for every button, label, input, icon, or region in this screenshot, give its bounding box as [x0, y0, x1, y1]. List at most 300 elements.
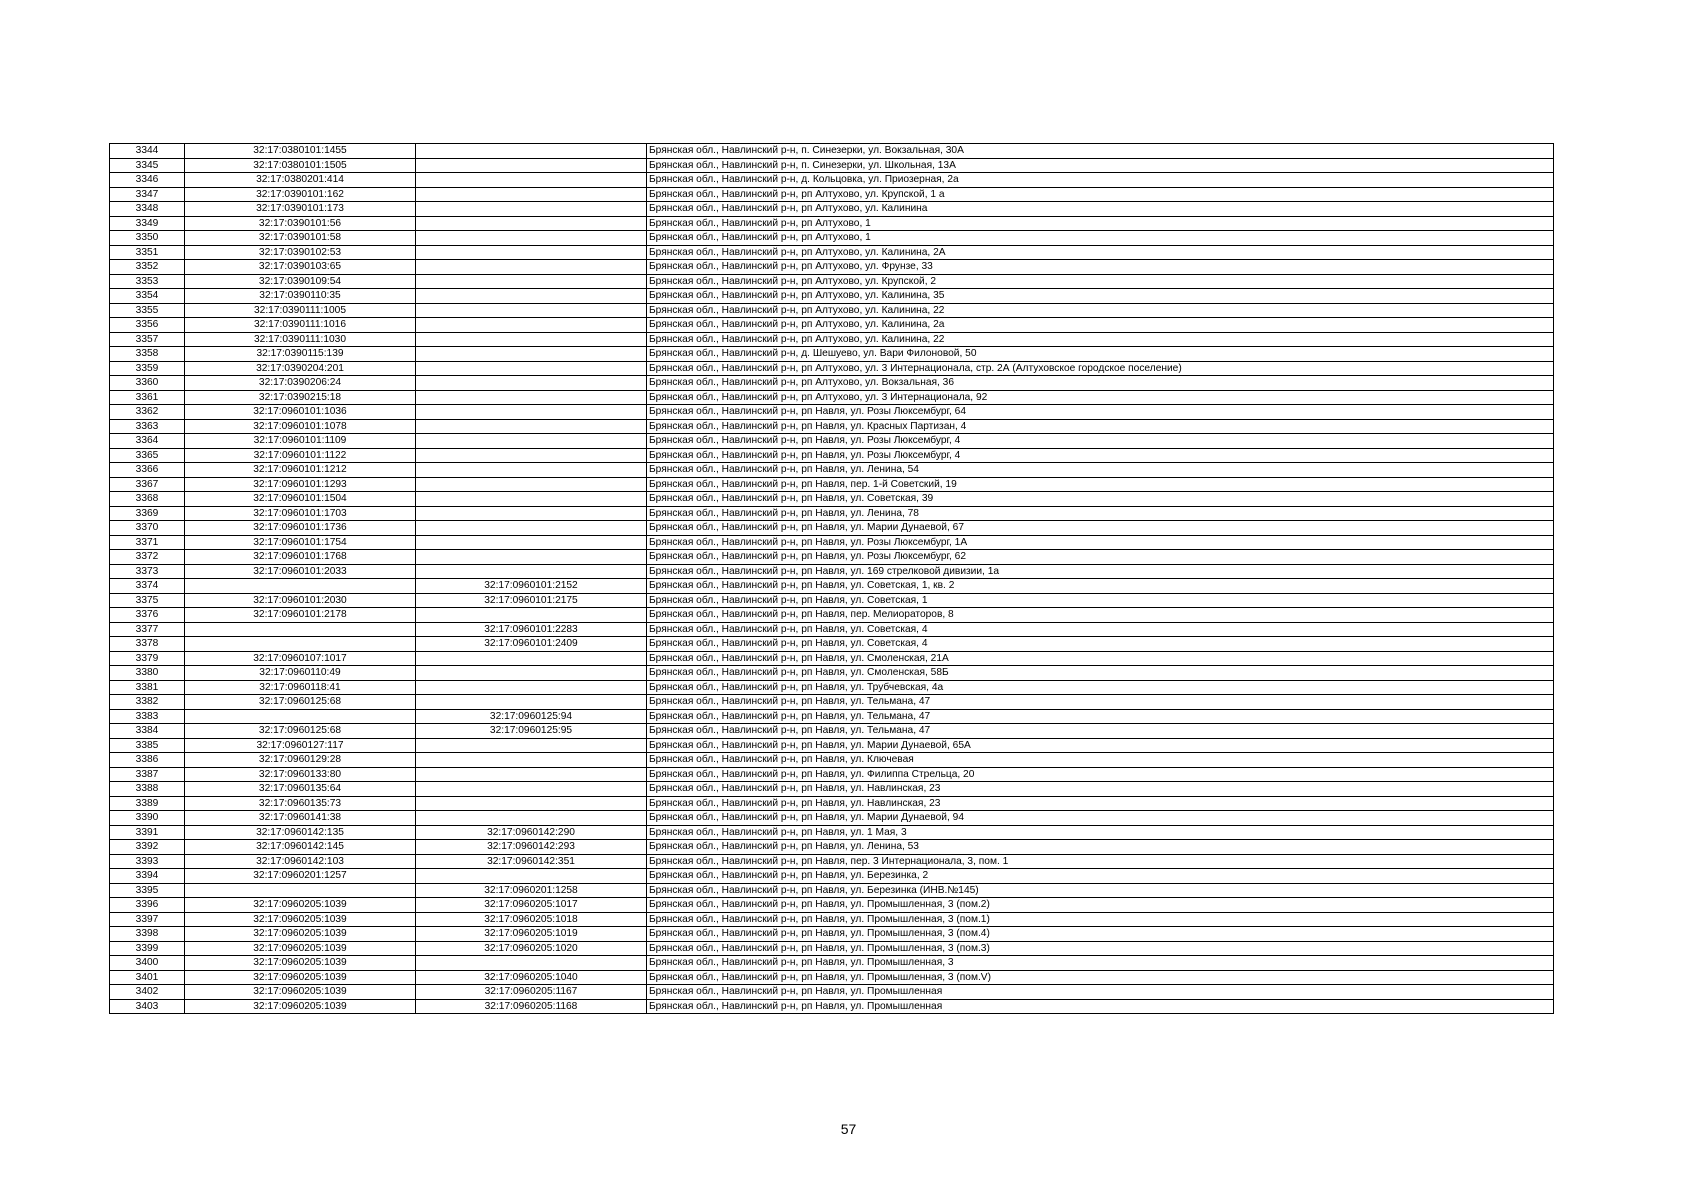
table-row [110, 941, 1554, 956]
object-cadastral-number-cell [416, 956, 647, 971]
table-row [110, 579, 1554, 594]
table-row [110, 840, 1554, 855]
table-row [110, 854, 1554, 869]
row-number-cell: 3362 [110, 405, 185, 420]
cadastral-number-cell: 32:17:0960101:1212 [185, 463, 416, 478]
address-cell: Брянская обл., Навлинский р-н, рп Навля, ул. Ключевая [647, 753, 1554, 768]
table-row [110, 477, 1554, 492]
table-row [110, 245, 1554, 260]
table-row [110, 912, 1554, 927]
object-cadastral-number-cell: 32:17:0960142:351 [416, 854, 647, 869]
object-cadastral-number-cell [416, 216, 647, 231]
cadastral-number-cell: 32:17:0960101:1768 [185, 550, 416, 565]
object-cadastral-number-cell [416, 550, 647, 565]
table-row [110, 318, 1554, 333]
object-cadastral-number-cell [416, 695, 647, 710]
row-number-cell: 3387 [110, 767, 185, 782]
object-cadastral-number-cell: 32:17:0960201:1258 [416, 883, 647, 898]
address-cell: Брянская обл., Навлинский р-н, рп Навля, пер. Мелиораторов, 8 [647, 608, 1554, 623]
table-row [110, 448, 1554, 463]
row-number-cell: 3364 [110, 434, 185, 449]
row-number-cell: 3345 [110, 158, 185, 173]
address-cell: Брянская обл., Навлинский р-н, рп Навля, ул. Ленина, 54 [647, 463, 1554, 478]
cadastral-number-cell [185, 579, 416, 594]
cadastral-number-cell: 32:17:0390111:1030 [185, 332, 416, 347]
address-cell: Брянская обл., Навлинский р-н, рп Навля, ул. Советская, 4 [647, 637, 1554, 652]
table-row [110, 753, 1554, 768]
table-row [110, 492, 1554, 507]
table-row [110, 187, 1554, 202]
row-number-cell: 3350 [110, 231, 185, 246]
cadastral-number-cell: 32:17:0380201:414 [185, 173, 416, 188]
address-cell: Брянская обл., Навлинский р-н, рп Навля, ул. Тельмана, 47 [647, 724, 1554, 739]
address-cell: Брянская обл., Навлинский р-н, рп Навля, ул. Розы Люксембург, 4 [647, 448, 1554, 463]
object-cadastral-number-cell [416, 158, 647, 173]
address-cell: Брянская обл., Навлинский р-н, рп Навля, ул. Розы Люксембург, 1А [647, 535, 1554, 550]
cadastral-number-cell: 32:17:0960118:41 [185, 680, 416, 695]
cadastral-number-cell: 32:17:0380101:1455 [185, 144, 416, 159]
row-number-cell: 3354 [110, 289, 185, 304]
row-number-cell: 3377 [110, 622, 185, 637]
row-number-cell: 3355 [110, 303, 185, 318]
row-number-cell: 3347 [110, 187, 185, 202]
table-row [110, 767, 1554, 782]
object-cadastral-number-cell [416, 434, 647, 449]
table-row [110, 216, 1554, 231]
table-row [110, 434, 1554, 449]
table-row [110, 332, 1554, 347]
row-number-cell: 3356 [110, 318, 185, 333]
object-cadastral-number-cell [416, 202, 647, 217]
address-cell: Брянская обл., Навлинский р-н, рп Навля, ул. Советская, 1, кв. 2 [647, 579, 1554, 594]
address-cell: Брянская обл., Навлинский р-н, рп Алтухово, ул. 3 Интернационала, стр. 2А (Алтуховское городское поселение) [647, 361, 1554, 376]
object-cadastral-number-cell [416, 463, 647, 478]
row-number-cell: 3359 [110, 361, 185, 376]
row-number-cell: 3371 [110, 535, 185, 550]
row-number-cell: 3400 [110, 956, 185, 971]
cadastral-number-cell: 32:17:0960205:1039 [185, 999, 416, 1014]
table-row [110, 898, 1554, 913]
address-cell: Брянская обл., Навлинский р-н, рп Навля, ул. Розы Люксембург, 64 [647, 405, 1554, 420]
object-cadastral-number-cell [416, 666, 647, 681]
row-number-cell: 3394 [110, 869, 185, 884]
object-cadastral-number-cell [416, 492, 647, 507]
page-number: 57 [840, 1121, 857, 1137]
table-row [110, 608, 1554, 623]
row-number-cell: 3374 [110, 579, 185, 594]
cadastral-number-cell: 32:17:0960101:1122 [185, 448, 416, 463]
object-cadastral-number-cell: 32:17:0960142:293 [416, 840, 647, 855]
row-number-cell: 3397 [110, 912, 185, 927]
cadastral-number-cell: 32:17:0390206:24 [185, 376, 416, 391]
table-row [110, 173, 1554, 188]
table-row [110, 289, 1554, 304]
row-number-cell: 3382 [110, 695, 185, 710]
cadastral-number-cell: 32:17:0960129:28 [185, 753, 416, 768]
object-cadastral-number-cell: 32:17:0960101:2175 [416, 593, 647, 608]
cadastral-number-cell: 32:17:0390111:1016 [185, 318, 416, 333]
address-cell: Брянская обл., Навлинский р-н, рп Навля, ул. Смоленская, 58Б [647, 666, 1554, 681]
object-cadastral-number-cell: 32:17:0960125:95 [416, 724, 647, 739]
table-row [110, 680, 1554, 695]
cadastral-number-cell: 32:17:0960101:1109 [185, 434, 416, 449]
object-cadastral-number-cell [416, 245, 647, 260]
table-row [110, 883, 1554, 898]
address-cell: Брянская обл., Навлинский р-н, рп Алтухово, ул. Вокзальная, 36 [647, 376, 1554, 391]
cadastral-number-cell: 32:17:0960101:1736 [185, 521, 416, 536]
cadastral-number-cell: 32:17:0960101:1078 [185, 419, 416, 434]
address-cell: Брянская обл., Навлинский р-н, рп Навля, ул. Советская, 1 [647, 593, 1554, 608]
table-row [110, 521, 1554, 536]
row-number-cell: 3389 [110, 796, 185, 811]
row-number-cell: 3402 [110, 985, 185, 1000]
row-number-cell: 3348 [110, 202, 185, 217]
cadastral-number-cell: 32:17:0390101:58 [185, 231, 416, 246]
object-cadastral-number-cell [416, 680, 647, 695]
cadastral-number-cell: 32:17:0960101:2033 [185, 564, 416, 579]
row-number-cell: 3353 [110, 274, 185, 289]
cadastral-number-cell: 32:17:0960110:49 [185, 666, 416, 681]
object-cadastral-number-cell [416, 144, 647, 159]
object-cadastral-number-cell: 32:17:0960142:290 [416, 825, 647, 840]
row-number-cell: 3375 [110, 593, 185, 608]
address-cell: Брянская обл., Навлинский р-н, рп Навля, ул. Розы Люксембург, 62 [647, 550, 1554, 565]
address-cell: Брянская обл., Навлинский р-н, рп Навля, ул. Ленина, 53 [647, 840, 1554, 855]
row-number-cell: 3344 [110, 144, 185, 159]
address-cell: Брянская обл., Навлинский р-н, рп Навля, ул. Березинка, 2 [647, 869, 1554, 884]
cadastral-number-cell: 32:17:0960127:117 [185, 738, 416, 753]
address-cell: Брянская обл., Навлинский р-н, рп Навля, ул. Трубчевская, 4а [647, 680, 1554, 695]
table-row [110, 622, 1554, 637]
address-cell: Брянская обл., Навлинский р-н, рп Навля, ул. Промышленная [647, 999, 1554, 1014]
row-number-cell: 3361 [110, 390, 185, 405]
object-cadastral-number-cell: 32:17:0960125:94 [416, 709, 647, 724]
cadastral-number-cell: 32:17:0390101:56 [185, 216, 416, 231]
address-cell: Брянская обл., Навлинский р-н, рп Навля, ул. Филиппа Стрельца, 20 [647, 767, 1554, 782]
cadastral-number-cell: 32:17:0960107:1017 [185, 651, 416, 666]
table-row [110, 376, 1554, 391]
address-cell: Брянская обл., Навлинский р-н, рп Навля, ул. Промышленная, 3 (пом.4) [647, 927, 1554, 942]
object-cadastral-number-cell [416, 738, 647, 753]
table-row [110, 390, 1554, 405]
table-row [110, 695, 1554, 710]
cadastral-number-cell: 32:17:0960135:73 [185, 796, 416, 811]
cadastral-number-cell: 32:17:0960205:1039 [185, 898, 416, 913]
address-cell: Брянская обл., Навлинский р-н, рп Навля, ул. Марии Дунаевой, 67 [647, 521, 1554, 536]
object-cadastral-number-cell [416, 332, 647, 347]
table-row [110, 463, 1554, 478]
table-row [110, 637, 1554, 652]
table-row [110, 651, 1554, 666]
cadastral-number-cell: 32:17:0960142:135 [185, 825, 416, 840]
object-cadastral-number-cell [416, 506, 647, 521]
table-row [110, 347, 1554, 362]
table-row [110, 593, 1554, 608]
address-cell: Брянская обл., Навлинский р-н, рп Навля, ул. Розы Люксембург, 4 [647, 434, 1554, 449]
cadastral-number-cell: 32:17:0960101:1703 [185, 506, 416, 521]
address-cell: Брянская обл., Навлинский р-н, рп Навля, ул. Тельмана, 47 [647, 709, 1554, 724]
cadastral-number-cell [185, 709, 416, 724]
table-row [110, 361, 1554, 376]
cadastral-number-cell [185, 622, 416, 637]
address-cell: Брянская обл., Навлинский р-н, п. Синезерки, ул. Школьная, 13А [647, 158, 1554, 173]
table-row [110, 550, 1554, 565]
address-cell: Брянская обл., Навлинский р-н, рп Навля, ул. Промышленная, 3 [647, 956, 1554, 971]
object-cadastral-number-cell [416, 231, 647, 246]
object-cadastral-number-cell [416, 869, 647, 884]
object-cadastral-number-cell [416, 811, 647, 826]
row-number-cell: 3392 [110, 840, 185, 855]
table-row [110, 303, 1554, 318]
address-cell: Брянская обл., Навлинский р-н, рп Навля, ул. 169 стрелковой дивизии, 1а [647, 564, 1554, 579]
object-cadastral-number-cell: 32:17:0960205:1018 [416, 912, 647, 927]
cadastral-number-cell: 32:17:0960205:1039 [185, 927, 416, 942]
row-number-cell: 3386 [110, 753, 185, 768]
address-cell: Брянская обл., Навлинский р-н, д. Шешуево, ул. Вари Филоновой, 50 [647, 347, 1554, 362]
cadastral-number-cell: 32:17:0960142:145 [185, 840, 416, 855]
address-cell: Брянская обл., Навлинский р-н, рп Алтухово, ул. Калинина, 35 [647, 289, 1554, 304]
row-number-cell: 3373 [110, 564, 185, 579]
table-row [110, 202, 1554, 217]
address-cell: Брянская обл., Навлинский р-н, рп Навля, пер. 1-й Советский, 19 [647, 477, 1554, 492]
table-row [110, 231, 1554, 246]
row-number-cell: 3403 [110, 999, 185, 1014]
object-cadastral-number-cell [416, 303, 647, 318]
table-row [110, 970, 1554, 985]
object-cadastral-number-cell [416, 753, 647, 768]
object-cadastral-number-cell [416, 651, 647, 666]
cadastral-number-cell: 32:17:0390115:139 [185, 347, 416, 362]
row-number-cell: 3367 [110, 477, 185, 492]
cadastral-number-cell: 32:17:0390102:53 [185, 245, 416, 260]
address-cell: Брянская обл., Навлинский р-н, рп Алтухово, 1 [647, 216, 1554, 231]
cadastral-number-cell: 32:17:0960101:2178 [185, 608, 416, 623]
row-number-cell: 3379 [110, 651, 185, 666]
row-number-cell: 3390 [110, 811, 185, 826]
table-row [110, 811, 1554, 826]
address-cell: Брянская обл., Навлинский р-н, рп Алтухово, ул. Калинина, 2а [647, 318, 1554, 333]
object-cadastral-number-cell: 32:17:0960101:2152 [416, 579, 647, 594]
address-cell: Брянская обл., Навлинский р-н, рп Алтухово, ул. 3 Интернационала, 92 [647, 390, 1554, 405]
object-cadastral-number-cell [416, 767, 647, 782]
cadastral-number-cell: 32:17:0960101:2030 [185, 593, 416, 608]
table-row [110, 260, 1554, 275]
cadastral-number-cell: 32:17:0960133:80 [185, 767, 416, 782]
address-cell: Брянская обл., Навлинский р-н, рп Алтухово, ул. Крупской, 1 а [647, 187, 1554, 202]
object-cadastral-number-cell [416, 376, 647, 391]
cadastral-number-cell: 32:17:0390101:162 [185, 187, 416, 202]
object-cadastral-number-cell [416, 477, 647, 492]
registry-table-body [110, 144, 1554, 1014]
table-row [110, 985, 1554, 1000]
cadastral-number-cell: 32:17:0390101:173 [185, 202, 416, 217]
row-number-cell: 3363 [110, 419, 185, 434]
address-cell: Брянская обл., Навлинский р-н, рп Алтухово, ул. Калинина, 2А [647, 245, 1554, 260]
address-cell: Брянская обл., Навлинский р-н, рп Навля, ул. Красных Партизан, 4 [647, 419, 1554, 434]
object-cadastral-number-cell [416, 448, 647, 463]
table-row [110, 405, 1554, 420]
row-number-cell: 3381 [110, 680, 185, 695]
object-cadastral-number-cell [416, 361, 647, 376]
row-number-cell: 3368 [110, 492, 185, 507]
object-cadastral-number-cell: 32:17:0960101:2409 [416, 637, 647, 652]
cadastral-number-cell: 32:17:0380101:1505 [185, 158, 416, 173]
address-cell: Брянская обл., Навлинский р-н, рп Навля, ул. Навлинская, 23 [647, 796, 1554, 811]
object-cadastral-number-cell [416, 173, 647, 188]
address-cell: Брянская обл., Навлинский р-н, рп Навля, ул. Промышленная, 3 (пом.V) [647, 970, 1554, 985]
address-cell: Брянская обл., Навлинский р-н, рп Навля, ул. Березинка (ИНВ.№145) [647, 883, 1554, 898]
row-number-cell: 3346 [110, 173, 185, 188]
row-number-cell: 3349 [110, 216, 185, 231]
object-cadastral-number-cell [416, 318, 647, 333]
cadastral-number-cell: 32:17:0960141:38 [185, 811, 416, 826]
table-row [110, 869, 1554, 884]
table-row [110, 144, 1554, 159]
object-cadastral-number-cell: 32:17:0960205:1019 [416, 927, 647, 942]
row-number-cell: 3384 [110, 724, 185, 739]
address-cell: Брянская обл., Навлинский р-н, рп Алтухово, ул. Калинина [647, 202, 1554, 217]
table-row [110, 825, 1554, 840]
cadastral-number-cell: 32:17:0390204:201 [185, 361, 416, 376]
cadastral-number-cell: 32:17:0960125:68 [185, 724, 416, 739]
row-number-cell: 3357 [110, 332, 185, 347]
table-row [110, 666, 1554, 681]
row-number-cell: 3351 [110, 245, 185, 260]
table-row [110, 796, 1554, 811]
row-number-cell: 3376 [110, 608, 185, 623]
row-number-cell: 3358 [110, 347, 185, 362]
object-cadastral-number-cell [416, 535, 647, 550]
object-cadastral-number-cell [416, 521, 647, 536]
address-cell: Брянская обл., Навлинский р-н, рп Навля, ул. Советская, 39 [647, 492, 1554, 507]
address-cell: Брянская обл., Навлинский р-н, рп Алтухово, ул. Крупской, 2 [647, 274, 1554, 289]
table-row [110, 564, 1554, 579]
cadastral-number-cell: 32:17:0960101:1293 [185, 477, 416, 492]
object-cadastral-number-cell [416, 564, 647, 579]
row-number-cell: 3352 [110, 260, 185, 275]
address-cell: Брянская обл., Навлинский р-н, рп Навля, ул. Ленина, 78 [647, 506, 1554, 521]
row-number-cell: 3372 [110, 550, 185, 565]
cadastral-number-cell: 32:17:0960135:64 [185, 782, 416, 797]
cadastral-number-cell: 32:17:0960205:1039 [185, 970, 416, 985]
cadastral-number-cell: 32:17:0390103:65 [185, 260, 416, 275]
object-cadastral-number-cell: 32:17:0960205:1168 [416, 999, 647, 1014]
cadastral-number-cell: 32:17:0960205:1039 [185, 941, 416, 956]
table-row [110, 956, 1554, 971]
address-cell: Брянская обл., Навлинский р-н, рп Навля, ул. Смоленская, 21А [647, 651, 1554, 666]
cadastral-number-cell [185, 883, 416, 898]
address-cell: Брянская обл., Навлинский р-н, рп Навля, ул. Промышленная, 3 (пом.1) [647, 912, 1554, 927]
row-number-cell: 3360 [110, 376, 185, 391]
table-row [110, 999, 1554, 1014]
row-number-cell: 3365 [110, 448, 185, 463]
table-row [110, 724, 1554, 739]
object-cadastral-number-cell [416, 187, 647, 202]
table-row [110, 158, 1554, 173]
table-row [110, 274, 1554, 289]
row-number-cell: 3395 [110, 883, 185, 898]
address-cell: Брянская обл., Навлинский р-н, рп Навля, ул. 1 Мая, 3 [647, 825, 1554, 840]
cadastral-number-cell: 32:17:0960142:103 [185, 854, 416, 869]
address-cell: Брянская обл., Навлинский р-н, п. Синезерки, ул. Вокзальная, 30А [647, 144, 1554, 159]
address-cell: Брянская обл., Навлинский р-н, рп Навля, ул. Марии Дунаевой, 65А [647, 738, 1554, 753]
address-cell: Брянская обл., Навлинский р-н, рп Навля, ул. Промышленная [647, 985, 1554, 1000]
address-cell: Брянская обл., Навлинский р-н, рп Навля, ул. Марии Дунаевой, 94 [647, 811, 1554, 826]
object-cadastral-number-cell: 32:17:0960205:1020 [416, 941, 647, 956]
cadastral-number-cell: 32:17:0960205:1039 [185, 956, 416, 971]
address-cell: Брянская обл., Навлинский р-н, рп Навля, пер. 3 Интернационала, 3, пом. 1 [647, 854, 1554, 869]
cadastral-number-cell: 32:17:0960125:68 [185, 695, 416, 710]
row-number-cell: 3366 [110, 463, 185, 478]
address-cell: Брянская обл., Навлинский р-н, рп Навля, ул. Советская, 4 [647, 622, 1554, 637]
object-cadastral-number-cell [416, 390, 647, 405]
object-cadastral-number-cell [416, 260, 647, 275]
object-cadastral-number-cell [416, 347, 647, 362]
address-cell: Брянская обл., Навлинский р-н, д. Кольцовка, ул. Приозерная, 2а [647, 173, 1554, 188]
table-row [110, 927, 1554, 942]
table-row [110, 535, 1554, 550]
table-row [110, 709, 1554, 724]
cadastral-number-cell: 32:17:0390109:54 [185, 274, 416, 289]
object-cadastral-number-cell: 32:17:0960205:1040 [416, 970, 647, 985]
cadastral-number-cell [185, 637, 416, 652]
address-cell: Брянская обл., Навлинский р-н, рп Алтухово, 1 [647, 231, 1554, 246]
table-row [110, 506, 1554, 521]
row-number-cell: 3391 [110, 825, 185, 840]
cadastral-number-cell: 32:17:0960205:1039 [185, 912, 416, 927]
table-row [110, 738, 1554, 753]
address-cell: Брянская обл., Навлинский р-н, рп Навля, ул. Промышленная, 3 (пом.2) [647, 898, 1554, 913]
row-number-cell: 3385 [110, 738, 185, 753]
row-number-cell: 3401 [110, 970, 185, 985]
address-cell: Брянская обл., Навлинский р-н, рп Навля, ул. Промышленная, 3 (пом.3) [647, 941, 1554, 956]
cadastral-number-cell: 32:17:0960101:1754 [185, 535, 416, 550]
row-number-cell: 3370 [110, 521, 185, 536]
object-cadastral-number-cell: 32:17:0960101:2283 [416, 622, 647, 637]
address-cell: Брянская обл., Навлинский р-н, рп Навля, ул. Тельмана, 47 [647, 695, 1554, 710]
cadastral-number-cell: 32:17:0390110:35 [185, 289, 416, 304]
address-cell: Брянская обл., Навлинский р-н, рп Алтухово, ул. Фрунзе, 33 [647, 260, 1554, 275]
row-number-cell: 3369 [110, 506, 185, 521]
cadastral-number-cell: 32:17:0960101:1036 [185, 405, 416, 420]
row-number-cell: 3399 [110, 941, 185, 956]
row-number-cell: 3383 [110, 709, 185, 724]
cadastral-number-cell: 32:17:0960205:1039 [185, 985, 416, 1000]
object-cadastral-number-cell [416, 274, 647, 289]
object-cadastral-number-cell [416, 796, 647, 811]
row-number-cell: 3393 [110, 854, 185, 869]
object-cadastral-number-cell [416, 608, 647, 623]
object-cadastral-number-cell [416, 419, 647, 434]
object-cadastral-number-cell: 32:17:0960205:1017 [416, 898, 647, 913]
object-cadastral-number-cell [416, 782, 647, 797]
row-number-cell: 3380 [110, 666, 185, 681]
table-row [110, 782, 1554, 797]
object-cadastral-number-cell [416, 289, 647, 304]
row-number-cell: 3396 [110, 898, 185, 913]
cadastral-number-cell: 32:17:0390111:1005 [185, 303, 416, 318]
address-cell: Брянская обл., Навлинский р-н, рп Алтухово, ул. Калинина, 22 [647, 332, 1554, 347]
registry-table [109, 143, 1554, 1014]
table-row [110, 419, 1554, 434]
row-number-cell: 3388 [110, 782, 185, 797]
object-cadastral-number-cell [416, 405, 647, 420]
row-number-cell: 3378 [110, 637, 185, 652]
object-cadastral-number-cell: 32:17:0960205:1167 [416, 985, 647, 1000]
cadastral-number-cell: 32:17:0960201:1257 [185, 869, 416, 884]
row-number-cell: 3398 [110, 927, 185, 942]
cadastral-number-cell: 32:17:0960101:1504 [185, 492, 416, 507]
